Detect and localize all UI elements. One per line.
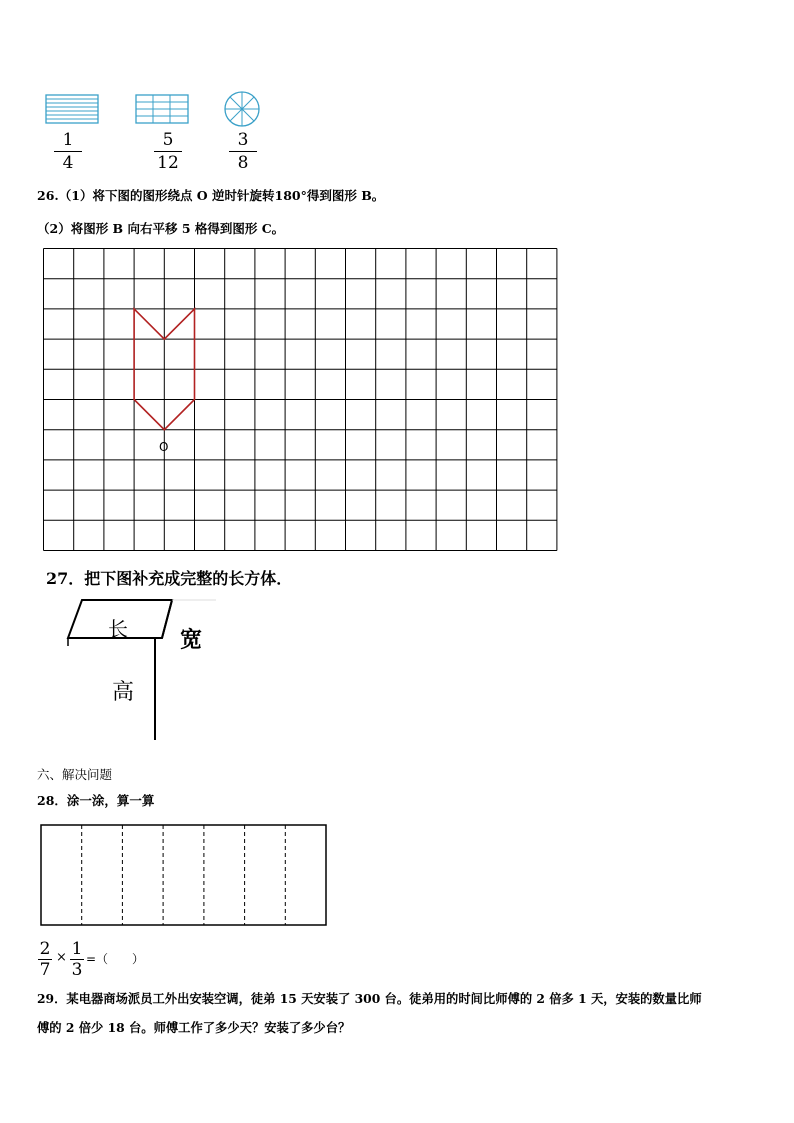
cuboid-figure xyxy=(66,598,236,743)
fraction-denominator: 4 xyxy=(62,153,74,173)
eighths-circle-figure xyxy=(222,89,262,129)
fraction-denominator: 8 xyxy=(237,153,249,173)
sevenths-rectangle xyxy=(40,824,330,928)
label-length: 长 xyxy=(108,617,128,641)
label-width: 宽 xyxy=(180,627,203,653)
times-sign: × xyxy=(56,950,67,965)
q26-part2-text: （2）将图形 B 向右平移 5 格得到图形 C。 xyxy=(37,221,285,236)
q28-text: 28．涂一涂，算一算 xyxy=(37,793,155,808)
q26-part1-text: 26.（1）将下图的图形绕点 O 逆时针旋转180°得到图形 B。 xyxy=(37,188,385,203)
fraction-numerator: 5 xyxy=(162,130,174,150)
fraction-3 xyxy=(223,131,263,172)
fraction-numerator: 1 xyxy=(62,130,74,150)
q27-text: 27．把下图补充成完整的长方体． xyxy=(46,569,293,588)
label-height: 高 xyxy=(112,680,135,705)
answer-blank: =（ ） xyxy=(86,952,145,966)
factor-b-denominator: 3 xyxy=(71,960,83,980)
factor-a-numerator: 2 xyxy=(39,939,51,959)
fraction-denominator: 12 xyxy=(157,153,179,173)
q26-grid xyxy=(42,247,562,553)
q29-line2: 傅的 2 倍少 18 台。师傅工作了多少天？安装了多少台？ xyxy=(37,1020,351,1035)
fraction-2 xyxy=(148,131,188,172)
point-o-label: O xyxy=(159,440,169,454)
quarter-rectangle-figure xyxy=(44,93,100,125)
factor-a-denominator: 7 xyxy=(39,960,51,980)
factor-b-numerator: 1 xyxy=(71,939,83,959)
q29-line1: 29．某电器商场派员工外出安装空调，徒弟 15 天安装了 300 台。徒弟用的时间比师傅的 2 倍多 1 天，安装的数量比师 xyxy=(37,991,702,1006)
section6-heading: 六、解决问题 xyxy=(37,767,113,782)
fraction-numerator: 3 xyxy=(237,130,249,150)
fraction-1 xyxy=(48,131,88,172)
twelfths-rectangle-figure xyxy=(134,93,190,125)
